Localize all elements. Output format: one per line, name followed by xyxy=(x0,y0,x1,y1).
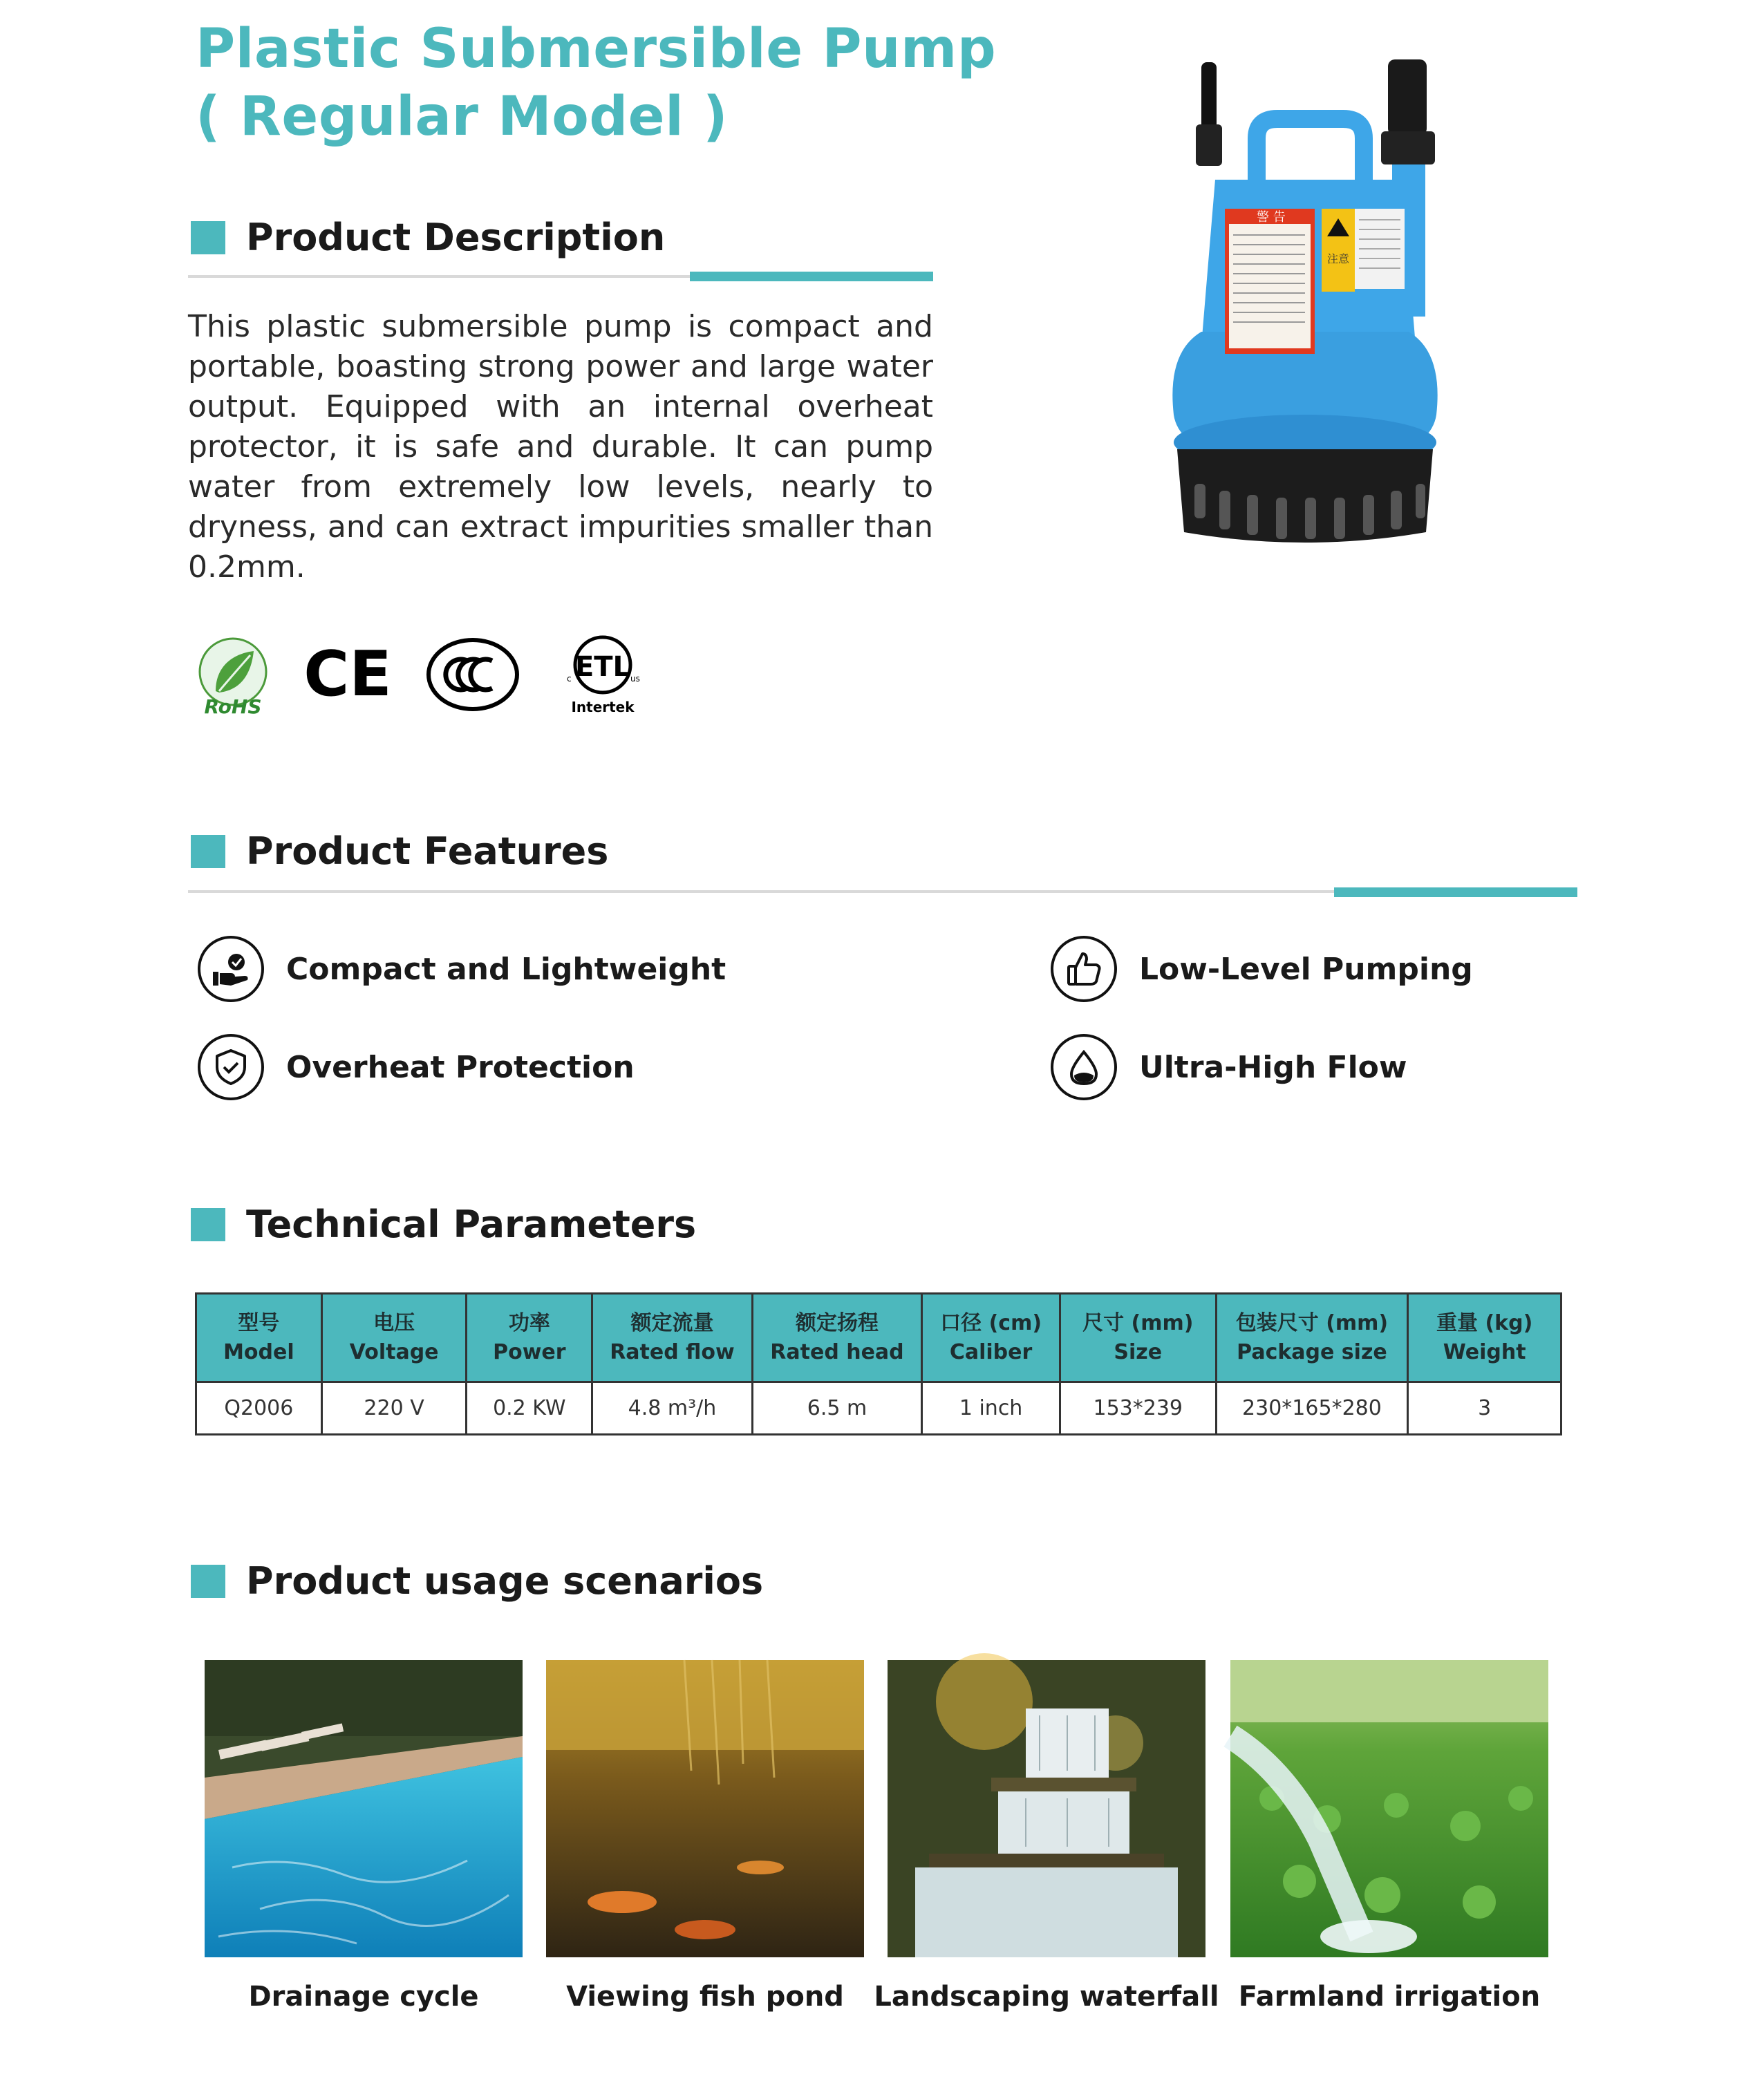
column-header: 包装尺寸 (mm) Package size xyxy=(1216,1294,1408,1382)
scenario-caption: Farmland irrigation xyxy=(1238,1981,1541,2013)
table-cell: 220 V xyxy=(321,1382,467,1435)
column-header: 额定流量 Rated flow xyxy=(592,1294,753,1382)
parameters-heading xyxy=(191,1203,696,1246)
rohs-label: RoHS xyxy=(204,695,262,718)
table-cell: 6.5 m xyxy=(752,1382,921,1435)
table-cell: Q2006 xyxy=(196,1382,322,1435)
thumbs-up-icon xyxy=(1051,936,1117,1002)
table-cell: 230*165*280 xyxy=(1216,1382,1408,1435)
title-line-1: Plastic Submersible Pump xyxy=(196,18,997,80)
feature-label: Overheat Protection xyxy=(286,1049,635,1085)
farmland-irrigation-photo xyxy=(1230,1660,1548,1957)
ccc-icon xyxy=(424,636,521,716)
page-title xyxy=(196,15,996,151)
svg-text:ETL: ETL xyxy=(574,651,631,683)
etl-us-mark: us xyxy=(630,674,640,684)
ce-icon xyxy=(303,638,392,715)
section-accent-bar xyxy=(1334,887,1577,897)
column-header: 尺寸 (mm) Size xyxy=(1060,1294,1216,1382)
water-drop-icon xyxy=(1051,1034,1117,1100)
ce-label: CE xyxy=(303,638,392,710)
feature-label: Ultra-High Flow xyxy=(1139,1049,1407,1085)
rohs-icon xyxy=(195,636,271,719)
table-row xyxy=(196,1382,1561,1435)
fish-pond-photo xyxy=(546,1660,864,1957)
description-heading xyxy=(191,216,665,259)
waterfall-photo xyxy=(888,1660,1205,1957)
title-line-2: ( Regular Model ) xyxy=(196,86,729,148)
feature-item xyxy=(198,1034,635,1100)
table-cell: 4.8 m³/h xyxy=(592,1382,753,1435)
features-title: Product Features xyxy=(246,829,609,873)
section-accent-bar xyxy=(690,272,933,281)
features-heading xyxy=(191,829,608,873)
scenario-caption: Landscaping waterfall xyxy=(874,1981,1219,2013)
caution-label-text: 注意 xyxy=(1327,252,1350,265)
etl-intertek-label: Intertek xyxy=(571,699,635,715)
section-marker xyxy=(191,221,225,254)
table-cell: 3 xyxy=(1408,1382,1561,1435)
section-marker xyxy=(191,835,225,868)
feature-label: Compact and Lightweight xyxy=(286,951,726,987)
column-header: 额定扬程 Rated head xyxy=(752,1294,921,1382)
table-cell: 153*239 xyxy=(1060,1382,1216,1435)
etl-c-mark: c xyxy=(567,674,572,684)
warning-label-text: 警 告 xyxy=(1257,210,1286,225)
scenario-caption: Drainage cycle xyxy=(248,1981,479,2013)
description-title: Product Description xyxy=(246,216,666,259)
pump-product-image xyxy=(1153,55,1457,574)
section-marker xyxy=(191,1208,225,1241)
parameters-table xyxy=(195,1292,1562,1435)
product-description: This plastic submersible pump is compact and portable, boasting strong power and large water output. Equipped with an internal overheat protector, it is safe and durable. It can pump water from extremely low levels, nearly to dryness, and can extract impurities smaller than 0.2mm. xyxy=(188,309,933,585)
table-cell: 0.2 KW xyxy=(467,1382,592,1435)
scenarios-heading xyxy=(191,1559,763,1603)
column-header: 电压 Voltage xyxy=(321,1294,467,1382)
hand-check-icon xyxy=(198,936,264,1002)
etl-icon xyxy=(561,630,644,720)
column-header: 型号 Model xyxy=(196,1294,322,1382)
scenario-caption: Viewing fish pond xyxy=(566,1981,844,2013)
column-header: 重量 (kg) Weight xyxy=(1408,1294,1561,1382)
section-marker xyxy=(191,1565,225,1598)
table-header-row xyxy=(196,1294,1561,1382)
column-header: 口径 (cm) Caliber xyxy=(922,1294,1060,1382)
table-cell: 1 inch xyxy=(922,1382,1060,1435)
feature-item xyxy=(1051,1034,1407,1100)
parameters-title: Technical Parameters xyxy=(246,1203,697,1246)
feature-item xyxy=(198,936,726,1002)
drainage-cycle-photo xyxy=(205,1660,523,1957)
column-header: 功率 Power xyxy=(467,1294,592,1382)
feature-item xyxy=(1051,936,1473,1002)
shield-check-icon xyxy=(198,1034,264,1100)
feature-label: Low-Level Pumping xyxy=(1139,951,1473,987)
scenarios-title: Product usage scenarios xyxy=(246,1559,764,1603)
